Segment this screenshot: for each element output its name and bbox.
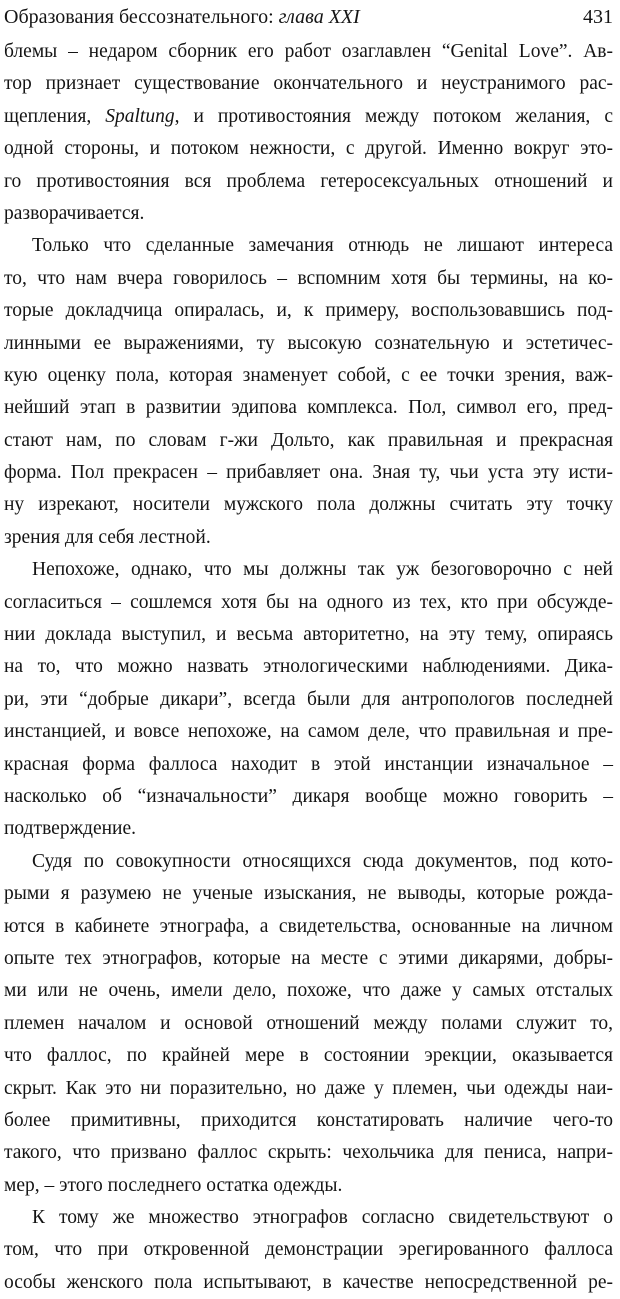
text-run: то, что нам вчера говорилось – вспомним хотя бы термины, на ко-: [4, 267, 613, 289]
text-run: ну изрекают, носители мужского пола должны считать эту точку: [4, 494, 613, 516]
text-run: стают нам, по словам г-жи Дольто, как правильная и прекрасная: [4, 429, 613, 451]
text-run: кую оценку пола, которая знаменует собой, с ее точки зрения, важ-: [4, 364, 613, 386]
text-run: нии доклада выступил, и весьма авторитетно, на эту тему, опираясь: [4, 624, 613, 646]
text-line: [4, 1008, 613, 1040]
text-line: [4, 1267, 613, 1299]
text-run: на то, что можно назвать этнологическими наблюдениями. Дика-: [4, 656, 613, 678]
text-line: [4, 101, 613, 133]
text-run: го противостояния вся проблема гетеросексуальных отношений и: [4, 170, 613, 192]
text-line: [4, 230, 613, 262]
text-run: , и противостояния между потоком желания, с: [174, 105, 613, 127]
text-run: скрыт. Как это ни поразительно, но даже у племен, чьи одежды наи-: [4, 1077, 613, 1099]
text-line: [4, 489, 613, 521]
text-run: форма. Пол прекрасен – прибавляет она. Зная ту, чьи уста эту исти-: [4, 462, 613, 484]
text-line: [4, 587, 613, 619]
text-line: [4, 295, 613, 327]
text-line: [4, 911, 613, 943]
text-line: [4, 749, 613, 781]
text-run: инстанцией, и вовсе непохоже, на самом деле, что правильная и пре-: [4, 721, 613, 743]
text-run: что фаллос, по крайней мере в состоянии эрекции, оказывается: [4, 1045, 613, 1067]
text-line: [4, 425, 613, 457]
text-line: [4, 198, 613, 230]
text-run: подтверждение.: [4, 818, 137, 840]
text-line: [4, 846, 613, 878]
text-run: нейший этап в развитии эдипова комплекса. Пол, символ его, пред-: [4, 397, 613, 419]
text-line: [4, 716, 613, 748]
text-line: [4, 781, 613, 813]
chapter-label: глава XXI: [278, 6, 360, 28]
text-line: [4, 878, 613, 910]
text-run: Только что сделанные замечания отнюдь не лишают интереса: [32, 235, 613, 257]
text-run: опыте тех этнографов, которые на месте с этими дикарями, добры-: [4, 947, 613, 969]
text-line: [4, 554, 613, 586]
text-line: [4, 263, 613, 295]
text-run: племен началом и основой отношений между полами служит то,: [4, 1012, 613, 1034]
chapter-heading: [4, 2, 360, 32]
text-line: [4, 36, 613, 68]
paragraph: [4, 36, 613, 230]
text-line: [4, 1040, 613, 1072]
text-line: [4, 522, 613, 554]
text-run: щепления,: [4, 105, 106, 127]
text-line: [4, 166, 613, 198]
text-line: [4, 360, 613, 392]
text-line: [4, 1137, 613, 1169]
text-run: особы женского пола испытывают, в качестве непосредственной ре-: [4, 1271, 613, 1293]
text-line: [4, 1073, 613, 1105]
text-run: зрения для себя лестной.: [4, 526, 211, 548]
text-run: тор признает существование окончательного и неустранимого рас-: [4, 73, 613, 95]
text-run: Непохоже, однако, что мы должны так уж безоговорочно с ней: [32, 559, 613, 581]
text-line: [4, 975, 613, 1007]
text-run: том, что при откровенной демонстрации эрегированного фаллоса: [4, 1239, 613, 1261]
text-line: [4, 457, 613, 489]
text-run: блемы – недаром сборник его работ озаглавлен “Genital Love”. Ав-: [4, 41, 613, 62]
chapter-title: Образования бессознательного:: [4, 6, 279, 28]
text-run: одной стороны, и потоком нежности, с другой. Именно вокруг это-: [4, 138, 613, 160]
running-head: [4, 2, 613, 32]
text-run: рыми я разумею не ученые изыскания, не выводы, которые рожда-: [4, 883, 613, 905]
text-line: [4, 813, 613, 845]
italic-term: Spaltung: [105, 105, 175, 127]
paragraph: [4, 1202, 613, 1299]
text-run: более примитивны, приходится констатировать наличие чего-то: [4, 1109, 613, 1131]
text-run: согласиться – сошлемся хотя бы на одного из тех, кто при обсужде-: [4, 591, 613, 613]
text-run: линными ее выражениями, ту высокую сознательную и эстетичес-: [4, 332, 613, 354]
text-run: красная форма фаллоса находит в этой инстанции изначальное –: [4, 753, 613, 775]
paragraph: [4, 846, 613, 1202]
text-line: [4, 651, 613, 683]
paragraph: [4, 554, 613, 846]
text-line: [4, 943, 613, 975]
text-line: [4, 1234, 613, 1266]
text-run: насколько об “изначальности” дикаря вообще можно говорить –: [4, 785, 613, 807]
text-run: Судя по совокупности относящихся сюда документов, под кото-: [32, 850, 613, 872]
text-run: ми или не очень, имели дело, похоже, что даже у самых отсталых: [4, 980, 613, 1002]
text-run: К тому же множество этнографов согласно свидетельствуют о: [32, 1207, 613, 1229]
text-line: [4, 133, 613, 165]
text-line: [4, 1105, 613, 1137]
text-run: торые докладчица опиралась, и, к примеру, воспользовавшись под-: [4, 300, 613, 322]
paragraph: [4, 230, 613, 554]
text-line: [4, 392, 613, 424]
text-run: разворачивается.: [4, 202, 145, 224]
text-line: [4, 619, 613, 651]
book-page: [4, 0, 613, 1293]
text-line: [4, 1170, 613, 1202]
text-run: ри, эти “добрые дикари”, всегда были для антропологов последней: [4, 688, 613, 710]
text-run: мер, – этого последнего остатка одежды.: [4, 1174, 343, 1196]
text-line: [4, 328, 613, 360]
text-line: [4, 684, 613, 716]
text-line: [4, 68, 613, 100]
body-text: [4, 36, 613, 1299]
page-number: 431: [583, 6, 613, 28]
text-run: такого, что призвано фаллос скрыть: чехольчика для пениса, напри-: [4, 1142, 613, 1164]
text-line: [4, 1202, 613, 1234]
text-run: ются в кабинете этнографа, а свидетельства, основанные на личном: [4, 915, 613, 937]
